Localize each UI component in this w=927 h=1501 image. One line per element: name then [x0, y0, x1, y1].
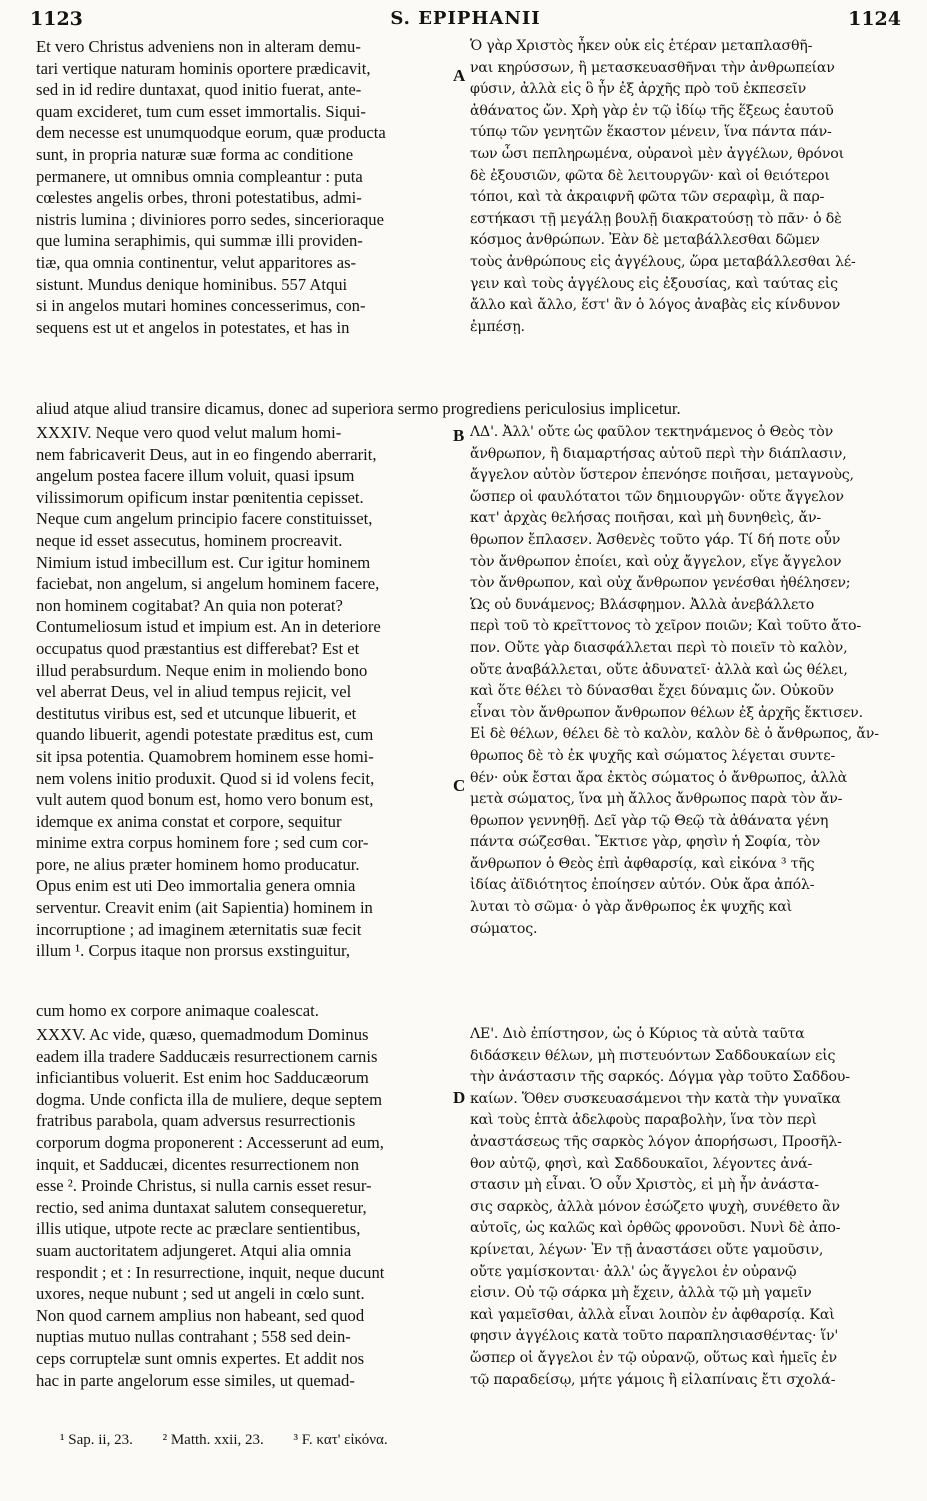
text-line: ἀναστάσεως τῆς σαρκὸς λόγον ἀπορήσωσι, Προσῆλ-: [470, 1133, 842, 1150]
text-line: τὴν ἀνάστασιν τῆς σαρκός. Δόγμα γὰρ τοῦτο Σαδδου-: [470, 1069, 850, 1086]
text-line: Ὡς οὐ δυνάμενος; Βλάσφημον. Ἀλλὰ ἀνεβάλλετο: [470, 596, 815, 613]
text-line: incorruptione ; ad imaginem æternitatis suæ fecit: [36, 919, 362, 939]
text-line: αὐτοῖς, ὡς καλῶς καὶ ὀρθῶς φρονοῦσι. Νυνὶ δὲ ἀπο-: [470, 1220, 841, 1237]
footnote-2: ² Matth. xxii, 23.: [162, 1432, 264, 1448]
text-line: idemque ex anima constat et corpore, sequitur: [36, 811, 342, 831]
text-line: σώματος.: [470, 920, 538, 937]
text-line: quando libuerit, agendi potestate præditus est, cum: [36, 725, 374, 745]
text-line: XXXV. Ac vide, quæso, quemadmodum Dominus: [36, 1025, 369, 1044]
text-line: καίων. Ὅθεν συσκευασάμενοι τὴν κατὰ τὴν γυναῖκα: [470, 1090, 841, 1107]
text-line: cœlestes angelis orbes, throni potestatibus, admi-: [36, 188, 362, 208]
text-line: destitutus viribus est, sed et utcunque libuerit, et: [36, 703, 357, 723]
text-line: εστήκασι τῇ μεγάλῃ βουλῇ διακρατούσῃ τὸ πᾶν· ὁ δὲ: [470, 210, 842, 227]
text-line: εἰσιν. Οὐ τῷ σάρκα μὴ ἔχειν, ἀλλὰ τῷ μὴ γαμεῖν: [470, 1285, 812, 1302]
latin-column-b: [36, 422, 448, 962]
text-line: si in angelos mutari homines concesserimus, con-: [36, 296, 366, 316]
text-line: esse ². Proinde Christus, si nulla carnis esset resur-: [36, 1176, 372, 1196]
text-line: ναι κηρύσσων, ἢ μετασκευασθῆναι τὴν ἀνθρωπείαν: [470, 59, 835, 76]
text-line: τοὺς ἀνθρώπους εἰς ἀγγέλους, ὥρα μεταβάλλεσθαι λέ-: [470, 253, 856, 270]
text-line: minime extra corpus hominem fore ; sed cum cor-: [36, 833, 369, 853]
text-line: εἶναι τὸν ἄνθρωπον ἄνθρωπον θέλων ἐξ ἀρχῆς ἔκτισεν.: [470, 704, 863, 721]
text-line: nistris lumina ; diviniores porro sedes, sincerioraque: [36, 209, 384, 229]
text-line: XXXIV. Neque vero quod velut malum homi-: [36, 423, 342, 442]
text-line: τῷ παραδείσῳ, μήτε γάμοις ἢ εἰλαπίναις ἔτι σχολά-: [470, 1371, 836, 1388]
text-line: corporum dogma proponerent : Accesserunt ad eum,: [36, 1132, 384, 1152]
text-line: τόποι, καὶ τὰ ἀκραιφνῆ φῶτα τῶν σεραφὶμ, ἃ παρ-: [470, 189, 825, 206]
text-line: occupatus quod præstantius est differebat? Est et: [36, 638, 360, 658]
text-line: ὥσπερ οἱ φαυλότατοι τῶν δημιουργῶν· οὔτε ἄγγελον: [470, 488, 844, 505]
section-marker-a: A: [453, 66, 466, 85]
text-line: neque id esset assecutus, hominem procreavit.: [36, 530, 343, 550]
text-line: nuptias mutuo nullas contrahant ; 558 sed dein-: [36, 1327, 351, 1347]
text-line: ἰδίας ἀϊδιότητος ἐποίησεν αὐτόν. Οὐκ ἄρα ἀπόλ-: [470, 877, 815, 894]
text-line: respondit ; et : In resurrectione, inquit, neque ducunt: [36, 1262, 385, 1282]
text-line: θρωπον γεννηθῇ. Δεῖ γὰρ τῷ Θεῷ τὰ ἀθάνατα γένη: [470, 812, 829, 829]
text-line: dem necesse est unumquodque eorum, quæ producta: [36, 123, 386, 143]
greek-column-b: [470, 422, 900, 940]
text-line: τύπῳ τῶν γενητῶν ἕκαστον μένειν, ἵνα πάντα πάν-: [470, 124, 832, 141]
text-line: Ὁ γὰρ Χριστὸς ἦκεν οὐκ εἰς ἑτέραν μεταπλασθῆ-: [470, 38, 813, 54]
text-line: tiæ, qua omnia continentur, velut apparitores as-: [36, 252, 357, 272]
text-line: ἄνθρωπον, ἢ διαμαρτήσας αὐτοῦ περὶ τὴν διάπλασιν,: [470, 445, 847, 462]
text-line: κόσμος ἀνθρώπων. Ἐὰν δὲ μεταβάλλεσθαι δῶμεν: [470, 232, 820, 249]
right-page-number: 1124: [848, 8, 901, 30]
text-line: Non quod carnem amplius non habeant, sed quod: [36, 1305, 365, 1325]
text-line: καὶ ὅτε θέλει τὸ δύνασθαι ἔχει δύναμις ὤν. Οὐκοῦν: [470, 683, 834, 700]
text-line: nem fabricaverit Deus, aut in eo fingendo aberrarit,: [36, 444, 377, 464]
text-line: que lumina seraphimis, qui summæ illi providen-: [36, 231, 363, 251]
text-line: vilissimorum opificum instar pœnitentia cepisset.: [36, 487, 364, 507]
text-line: sequens est ut et angelos in potestates, et has in: [36, 317, 350, 337]
section-marker-d: D: [453, 1088, 466, 1107]
text-line: faciebat, non angelum, si angelum hominem facere,: [36, 574, 380, 594]
text-line: permanere, ut omnibus omnia compleantur : puta: [36, 166, 363, 186]
text-line: nem volens initio produxit. Quod si id volens fecit,: [36, 768, 375, 788]
text-line: illud perabsurdum. Neque enim in moliendo bono: [36, 660, 368, 680]
text-line: στασιν μὴ εἶναι. Ὁ οὖν Χριστὸς, εἰ μὴ ἦν ἀνάστα-: [470, 1177, 819, 1194]
text-line: ἀθάνατος ὤν. Χρὴ γὰρ ἐν τῷ ἰδίῳ τῆς ἕξεως ἑαυτοῦ: [470, 102, 834, 119]
text-line: δὲ ἐξουσιῶν, φῶτα δὲ λειτουργῶν· καὶ οἱ θειότεροι: [470, 167, 830, 184]
text-line: angelum postea facere illum voluit, quasi ipsum: [36, 466, 355, 486]
latin-full-line-b: [36, 1000, 900, 1022]
running-title: S. EPIPHANII: [390, 8, 541, 29]
section-marker-b: B: [453, 426, 465, 445]
text-line: aliud atque aliud transire dicamus, donec ad superiora sermo progrediens periculosius implicetur.: [36, 399, 681, 418]
text-line: σις σαρκὸς, ἀλλὰ μόνον ἐσώζετο ψυχὴ, συνέθετο ἂν: [470, 1198, 840, 1215]
text-line: ἐμπέσῃ.: [470, 318, 525, 335]
text-line: θον αὐτῷ, φησὶ, καὶ Σαδδουκαῖοι, λέγοντες ἀνά-: [470, 1155, 813, 1172]
text-line: Et vero Christus adveniens non in alteram demu-: [36, 37, 361, 56]
text-line: vel aberrat Deus, vel in aliud tempus rejicit, vel: [36, 682, 352, 702]
text-line: τὸν ἄνθρωπον ἐποίει, καὶ οὐχ ἄγγελον, εἴγε ἄγγελον: [470, 553, 842, 570]
latin-column-a: [36, 36, 448, 338]
text-line: θρωπον ἔπλασεν. Ἀσθενὲς τοῦτο γάρ. Τί δή ποτε οὖν: [470, 531, 841, 548]
text-line: ἄνθρωπον ὁ Θεὸς ἐπὶ ἀφθαρσίᾳ, καὶ εἰκόνα ³ τῆς: [470, 855, 815, 872]
text-line: Opus enim est uti Deo immortalia genera omnia: [36, 876, 356, 896]
footnote-1: ¹ Sap. ii, 23.: [60, 1432, 133, 1448]
text-line: serventur. Creavit enim (ait Sapientia) hominem in: [36, 898, 373, 918]
text-line: cum homo ex corpore animaque coalescat.: [36, 1001, 319, 1020]
text-line: quam excideret, tum cum esset immortalis. Siqui-: [36, 101, 366, 121]
text-line: hac in parte angelorum esse similes, ut quemad-: [36, 1370, 355, 1390]
text-line: ΛΕ'. Διὸ ἐπίστησον, ὡς ὁ Κύριος τὰ αὐτὰ ταῦτα: [470, 1026, 805, 1042]
text-line: tari vertique naturam hominis oportere prædicavit,: [36, 58, 371, 78]
text-line: Neque cum angelum principio facere constituisset,: [36, 509, 373, 529]
text-line: ceps corruptelæ sunt omnis expertes. Et addit nos: [36, 1348, 365, 1368]
text-line: ἄγγελον αὐτὸν ὕστερον ἐπενόησε ποιῆσαι, μεταγνοὺς,: [470, 467, 854, 484]
text-line: των ὦσι πεπληρωμένα, οὐρανοὶ μὲν ἀγγέλων, θρόνοι: [470, 145, 845, 162]
text-line: θρωπος δὲ τὸ ἐκ ψυχῆς καὶ σώματος λέγεται συντε-: [470, 747, 836, 764]
text-line: καὶ γαμεῖσθαι, ἀλλὰ εἶναι λοιπὸν ἐν ἀφθαρσίᾳ. Καὶ: [470, 1306, 835, 1323]
text-line: λυται τὸ σῶμα· ὁ γὰρ ἄνθρωπος ἐκ ψυχῆς καὶ: [470, 899, 792, 916]
text-line: sit ipsa potentia. Quamobrem hominem esse homi-: [36, 746, 374, 766]
text-line: uxores, neque nubunt ; sed ut angeli in cœlo sunt.: [36, 1284, 365, 1304]
footnotes: [60, 1432, 900, 1449]
text-line: Εἰ δὲ θέλων, θέλει δὲ τὸ καλὸν, καλὸν δὲ ὁ ἄνθρωπος, ἄν-: [470, 726, 879, 743]
text-line: Nimium istud imbecillum est. Cur igitur hominem: [36, 552, 371, 572]
text-line: illis utique, utpote recte ac præclare sentientibus,: [36, 1219, 361, 1239]
text-line: περὶ τοῦ τὸ κρεῖττονος τὸ χεῖρον ποιῶν; Καὶ τοῦτο ἄτο-: [470, 618, 861, 635]
text-line: fratribus parabola, quam adversus resurrectionis: [36, 1111, 356, 1131]
text-line: τὸν ἄνθρωπον, καὶ οὐχ ἄνθρωπον γενέσθαι ἠθέλησεν;: [470, 575, 851, 592]
text-line: φησιν ἀγγέλοις κατὰ τοῦτο παραπλησιασθέντας· ἵν': [470, 1328, 839, 1345]
text-line: κατ' ἀρχὰς θελήσας ποιῆσαι, καὶ μὴ δυνηθεὶς, ἄν-: [470, 510, 822, 527]
text-line: dogma. Unde conficta illa de muliere, deque septem: [36, 1089, 383, 1109]
text-line: suam auctoritatem adjungeret. Atqui alia omnia: [36, 1240, 352, 1260]
text-line: illum ¹. Corpus itaque non prorsus exstinguitur,: [36, 941, 351, 961]
text-line: διδάσκειν θέλων, μὴ πιστευόντων Σαδδουκαίων εἰς: [470, 1047, 836, 1064]
text-line: rectio, sed anima duntaxat salutem consequeretur,: [36, 1197, 367, 1217]
latin-column-c: [36, 1024, 448, 1391]
greek-column-c: [470, 1024, 900, 1391]
text-line: οὔτε ἀναβάλλεται, οὔτε ἀδυνατεῖ· ἀλλὰ καὶ ὡς θέλει,: [470, 661, 848, 678]
text-line: inquit, et Sadducæi, dicentes resurrectionem non: [36, 1154, 360, 1174]
text-line: eadem illa tradere Sadducæis resurrectionem carnis: [36, 1046, 378, 1066]
text-line: καὶ τοὺς ἑπτὰ ἀδελφοὺς παραβολὴν, ἵνα τὸν περὶ: [470, 1112, 817, 1129]
greek-column-a: [470, 36, 900, 338]
text-line: Contumeliosum istud et impium est. An in deteriore: [36, 617, 381, 637]
text-line: μετὰ σώματος, ἵνα μὴ ἄλλος ἄνθρωπος παρὰ τὸν ἄν-: [470, 791, 843, 808]
text-line: θέν· οὐκ ἔσται ἄρα ἐκτὸς σώματος ὁ ἄνθρωπος, ἀλλὰ: [470, 769, 848, 786]
text-line: sunt, in propria naturæ suæ forma ac conditione: [36, 144, 354, 164]
text-line: πον. Οὔτε γὰρ διασφάλλεται περὶ τὸ ποιεῖν τὸ καλὸν,: [470, 639, 848, 656]
text-line: sistunt. Mundus denique hominibus. 557 Atqui: [36, 274, 348, 294]
text-line: γειν καὶ τοὺς ἀγγέλους εἰς ἐξουσίας, καὶ ταύτας εἰς: [470, 275, 838, 292]
text-line: ΛΔ'. Ἀλλ' οὔτε ὡς φαῦλον τεκτηνάμενος ὁ Θεὸς τὸν: [470, 424, 834, 440]
footnote-3: ³ F. κατ' εἰκόνα.: [293, 1432, 388, 1448]
text-line: φύσιν, ἀλλὰ εἰς ὃ ἦν ἐξ ἀρχῆς πρὸ τοῦ ἐκπεσεῖν: [470, 81, 806, 98]
text-line: sed in id redire duntaxat, quod initio fuerat, ante-: [36, 80, 362, 100]
text-line: pore, ne alius præter hominem homo producatur.: [36, 854, 360, 874]
page-header: [30, 8, 901, 34]
text-line: vult autem quod bonum est, homo vero bonum est,: [36, 790, 374, 810]
text-line: ὥσπερ οἱ ἄγγελοι ἐν τῷ οὐρανῷ, οὕτως καὶ ἡμεῖς ἐν: [470, 1349, 837, 1366]
section-marker-c: C: [453, 776, 466, 795]
text-line: κρίνεται, λέγων· Ἐν τῇ ἀναστάσει οὔτε γαμοῦσιν,: [470, 1241, 824, 1258]
latin-full-line-a: [36, 398, 900, 420]
text-line: ἄλλο καὶ ἄλλο, ἕστ' ἂν ὁ λόγος ἀναβὰς εἰς κίνδυνον: [470, 297, 841, 314]
text-line: non hominem cogitabat? An quia non poterat?: [36, 595, 343, 615]
text-line: inficiantibus voluerit. Est enim hoc Sadducæorum: [36, 1068, 369, 1088]
text-line: οὔτε γαμίσκονται· ἀλλ' ὡς ἄγγελοι ἐν οὐρανῷ: [470, 1263, 797, 1280]
left-page-number: 1123: [30, 8, 83, 30]
text-line: πάντα σώζεσθαι. Ἔκτισε γὰρ, φησὶν ἡ Σοφία, τὸν: [470, 834, 821, 851]
